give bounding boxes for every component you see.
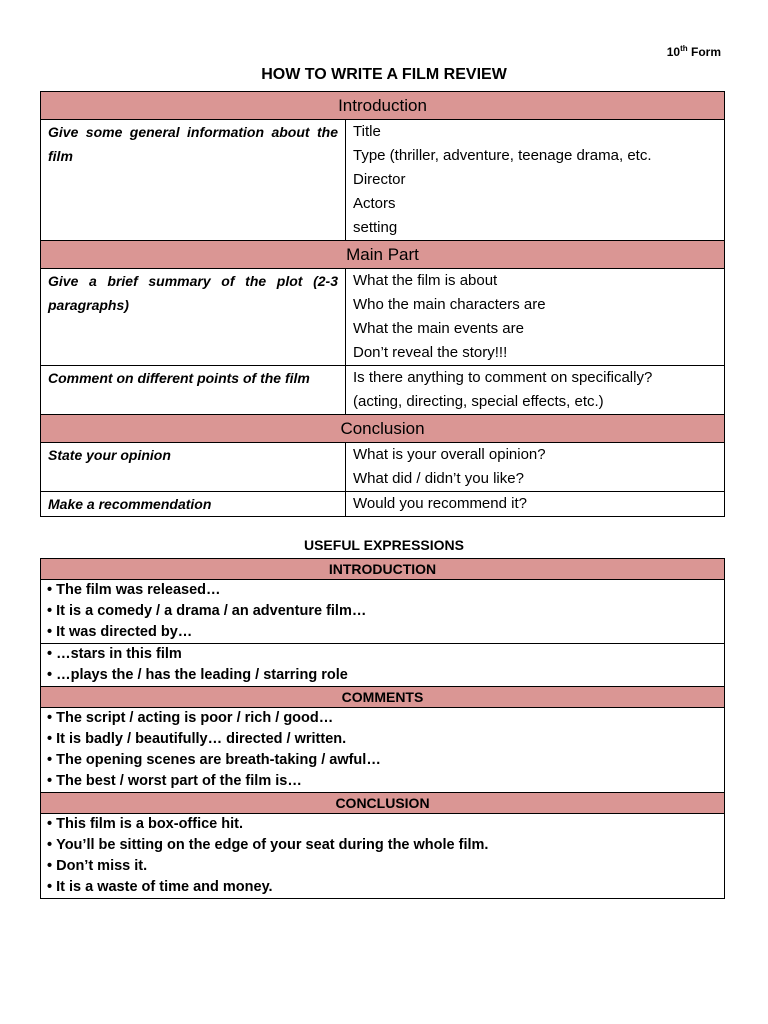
row-details (346, 366, 725, 415)
section-row-comments (41, 687, 725, 708)
table-row (41, 443, 725, 492)
row-instruction: Give a brief summary of the plot (2-3 paragraphs) (41, 269, 346, 366)
review-table (40, 91, 725, 517)
detail-line: Type (thriller, adventure, teenage drama, etc. (353, 147, 652, 164)
detail-line: Actors (353, 195, 396, 212)
detail-line: Would you recommend it? (353, 495, 527, 512)
row-details (346, 443, 725, 492)
row-instruction: Give some general information about the film (41, 120, 346, 241)
section-heading-conclusion: Conclusion (41, 415, 725, 443)
list-item: • It is a waste of time and money. (47, 877, 718, 898)
table-row (41, 120, 725, 241)
expressions-group (41, 708, 725, 793)
table-row (41, 814, 725, 899)
row-instruction: Make a recommendation (41, 492, 346, 517)
detail-line: What the main events are (353, 320, 524, 337)
section-heading-introduction: Introduction (41, 92, 725, 120)
list-item: • It was directed by… (47, 622, 718, 643)
expressions-heading-comments: COMMENTS (41, 687, 725, 708)
detail-line: (acting, directing, special effects, etc.) (353, 393, 604, 410)
detail-line: Who the main characters are (353, 296, 546, 313)
detail-line: Title (353, 123, 381, 140)
row-details (346, 492, 725, 517)
table-row (41, 580, 725, 644)
section-row-introduction (41, 559, 725, 580)
section-row-conclusion (41, 793, 725, 814)
section-row-main-part (41, 241, 725, 269)
row-details (346, 269, 725, 366)
list-item: • This film is a box-office hit. (47, 814, 718, 835)
list-item: • It is badly / beautifully… directed / written. (47, 729, 718, 750)
list-item: • …plays the / has the leading / starring role (47, 665, 718, 686)
page-title: HOW TO WRITE A FILM REVIEW (261, 66, 507, 83)
list-item: • It is a comedy / a drama / an adventure film… (47, 601, 718, 622)
row-instruction: Comment on different points of the film (41, 366, 346, 415)
expressions-group (41, 814, 725, 899)
form-superscript: th (680, 44, 688, 53)
form-number: 10 (666, 45, 681, 59)
form-word: Form (691, 45, 721, 59)
section-row-introduction (41, 92, 725, 120)
list-item: • The script / acting is poor / rich / good… (47, 708, 718, 729)
expressions-group (41, 644, 725, 687)
expressions-group (41, 580, 725, 644)
detail-line: Don’t reveal the story!!! (353, 344, 508, 361)
list-item: • The best / worst part of the film is… (47, 771, 718, 792)
section-row-conclusion (41, 415, 725, 443)
section-heading-main-part: Main Part (41, 241, 725, 269)
table-row (41, 366, 725, 415)
expressions-table (40, 558, 725, 899)
form-label (667, 44, 721, 59)
expressions-heading-conclusion: CONCLUSION (41, 793, 725, 814)
detail-line: Is there anything to comment on specifically? (353, 369, 653, 386)
list-item: • You’ll be sitting on the edge of your seat during the whole film. (47, 835, 718, 856)
useful-expressions-title: USEFUL EXPRESSIONS (303, 537, 464, 553)
detail-line: Director (353, 171, 406, 188)
expressions-heading-introduction: INTRODUCTION (41, 559, 725, 580)
table-row (41, 269, 725, 366)
list-item: • …stars in this film (47, 644, 718, 665)
table-row (41, 708, 725, 793)
list-item: • The film was released… (47, 580, 718, 601)
table-row (41, 492, 725, 517)
row-instruction: State your opinion (41, 443, 346, 492)
detail-line: setting (353, 219, 398, 236)
detail-line: What the film is about (353, 272, 498, 289)
list-item: • The opening scenes are breath-taking / awful… (47, 750, 718, 771)
detail-line: What did / didn’t you like? (353, 470, 524, 487)
table-row (41, 644, 725, 687)
row-details (346, 120, 725, 241)
list-item: • Don’t miss it. (47, 856, 718, 877)
detail-line: What is your overall opinion? (353, 446, 546, 463)
